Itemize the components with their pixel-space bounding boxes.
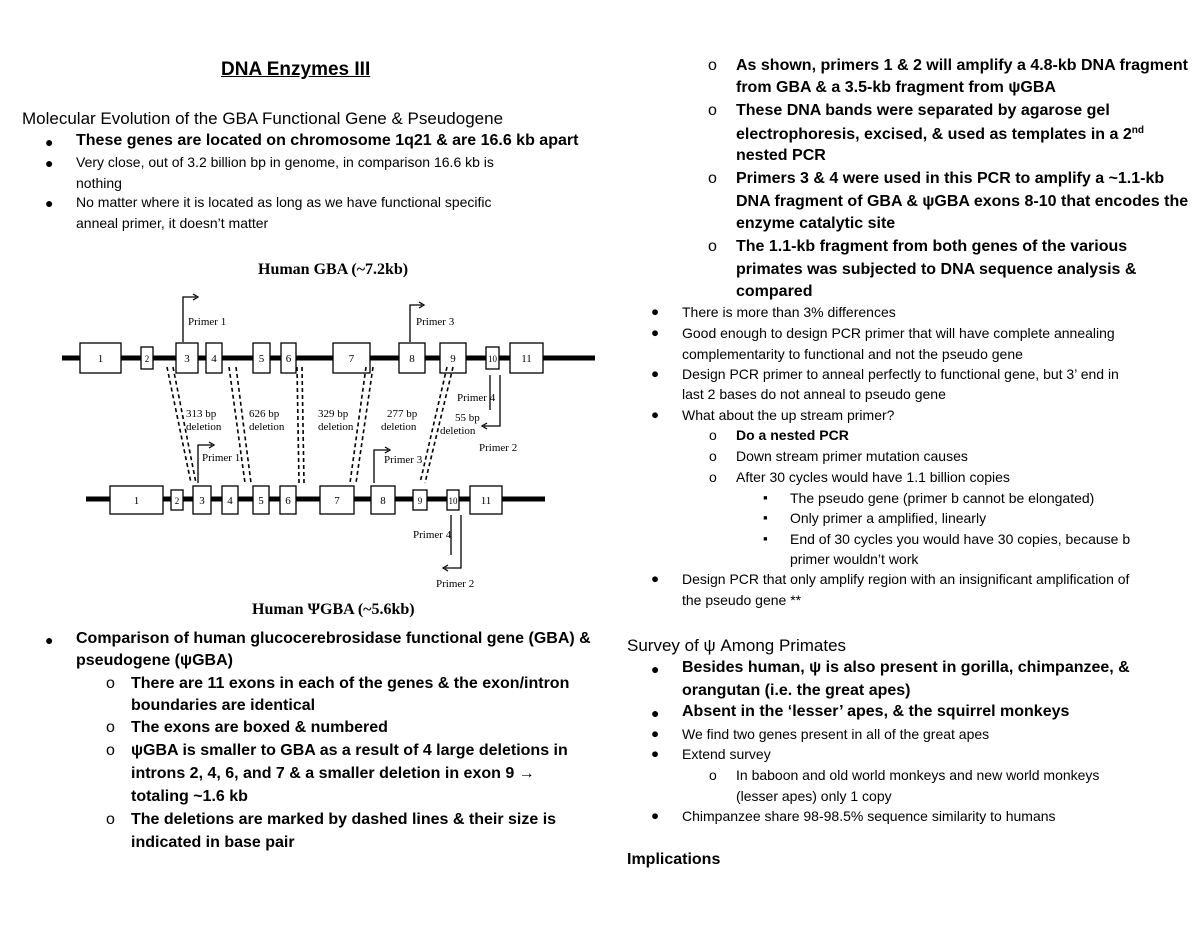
bullet-glyph: ● [651, 366, 660, 381]
list-item: DNA fragment of GBA & ψGBA exons 8-10 that encodes the [736, 193, 1189, 210]
deletion-size: 626 bp [249, 408, 280, 420]
exon-label: 6 [285, 495, 291, 507]
deletion-size: 277 bp [387, 408, 418, 420]
list-item: After 30 cycles would have 1.1 billion copies [736, 469, 1010, 485]
primer-3-label: Primer 3 [384, 454, 423, 466]
circle-glyph: o [709, 767, 717, 783]
square-glyph: ▪ [763, 510, 768, 525]
exon-label: 11 [521, 353, 532, 365]
list-item: pseudogene (ψGBA) [76, 652, 233, 669]
bullet-glyph: ● [651, 304, 660, 319]
list-item: Absent in the ‘lesser’ apes, & the squirrel monkeys [682, 703, 1070, 720]
list-item: nothing [76, 175, 122, 191]
bullet-glyph: ● [651, 808, 660, 823]
survey-heading: Survey of ψ Among Primates [627, 636, 847, 655]
exon-label: 4 [227, 495, 233, 507]
deletion-size: 313 bp [186, 408, 217, 420]
exon-label: 7 [334, 495, 340, 507]
circle-glyph: o [709, 427, 717, 443]
bullet-glyph: ● [651, 407, 660, 422]
circle-glyph: o [106, 675, 115, 692]
list-item: Comparison of human glucocerebrosidase functional gene (GBA) & [76, 630, 591, 647]
list-item: No matter where it is located as long as we have functional specific [76, 194, 492, 210]
deletion-size: 329 bp [318, 408, 349, 420]
square-glyph: ▪ [763, 490, 768, 505]
exon-label: 4 [211, 353, 217, 365]
list-item: electrophoresis, excised, & used as templates in a 2nd [736, 125, 1144, 143]
list-item: compared [736, 283, 813, 300]
list-item: orangutan (i.e. the great apes) [682, 682, 911, 699]
deletion-label: deletion [186, 421, 222, 433]
list-item: introns 2, 4, 6, and 7 & a smaller deletion in exon 9 → [131, 765, 535, 782]
list-item: the pseudo gene ** [682, 592, 802, 608]
exon-label: 2 [144, 354, 150, 364]
list-item: There are 11 exons in each of the genes & the exon/intron [131, 675, 570, 692]
bullet-glyph: ● [651, 571, 660, 586]
list-item: Do a nested PCR [736, 427, 849, 443]
deletion-label: deletion [249, 421, 285, 433]
list-item: Chimpanzee share 98-98.5% sequence similarity to humans [682, 808, 1056, 824]
exon-label: 11 [480, 495, 492, 507]
exon-label: 8 [380, 495, 386, 507]
list-item: What about the up stream primer? [682, 407, 895, 423]
bullet-glyph: ● [651, 726, 660, 741]
bullet-glyph: ● [45, 134, 54, 150]
primer-1-label: Primer 1 [202, 452, 241, 464]
section-heading: Molecular Evolution of the GBA Functional Gene & Pseudogene [22, 109, 504, 128]
bullet-glyph: ● [651, 746, 660, 761]
list-item: Primers 3 & 4 were used in this PCR to amplify a ~1.1-kb [736, 170, 1165, 187]
primer-3-label: Primer 3 [416, 316, 455, 328]
exon-label: 6 [285, 353, 292, 365]
deletion-size: 55 bp [455, 412, 480, 424]
circle-glyph: o [709, 469, 717, 485]
exon-label: 9 [417, 496, 423, 506]
list-item: As shown, primers 1 & 2 will amplify a 4.8-kb DNA fragment [736, 57, 1188, 74]
list-item: Down stream primer mutation causes [736, 448, 968, 464]
exon-label: 3 [199, 495, 205, 507]
list-item: The exons are boxed & numbered [131, 719, 388, 736]
list-item: anneal primer, it doesn’t matter [76, 215, 269, 231]
bullet-glyph: ● [651, 325, 660, 340]
square-glyph: ▪ [763, 531, 768, 546]
deletion-label: deletion [318, 421, 354, 433]
list-item: Good enough to design PCR primer that will have complete annealing [682, 325, 1115, 341]
exon-label: 9 [450, 353, 456, 365]
list-item: nested PCR [736, 147, 826, 164]
exon-label: 10 [448, 496, 458, 506]
exon-label: 8 [409, 353, 415, 365]
list-item: last 2 bases do not anneal to pseudo gene [682, 386, 946, 402]
implications-heading: Implications [627, 851, 721, 868]
gba-gene-diagram [0, 250, 610, 620]
bullet-glyph: ● [45, 195, 54, 211]
list-item: from GBA & a 3.5-kb fragment from ψGBA [736, 79, 1056, 96]
list-item: totaling ~1.6 kb [131, 788, 248, 805]
list-item: Very close, out of 3.2 billion bp in genome, in comparison 16.6 kb is [76, 154, 494, 170]
list-item: Design PCR primer to anneal perfectly to functional gene, but 3’ end in [682, 366, 1119, 382]
superscript: nd [1131, 125, 1144, 136]
primer-2-label: Primer 2 [479, 442, 518, 454]
circle-glyph: o [106, 742, 115, 759]
list-item: Besides human, ψ is also present in gorilla, chimpanzee, & [682, 659, 1130, 676]
primer-4-label: Primer 4 [457, 392, 496, 404]
deletion-label: deletion [381, 421, 417, 433]
list-item: In baboon and old world monkeys and new world monkeys [736, 767, 1100, 783]
page-title: DNA Enzymes III [221, 59, 371, 80]
primer-4-label: Primer 4 [413, 529, 452, 541]
list-item: These genes are located on chromosome 1q21 & are 16.6 kb apart [76, 132, 579, 149]
circle-glyph: o [708, 102, 717, 119]
list-item: Only primer a amplified, linearly [790, 510, 987, 526]
bullet-glyph: ● [651, 705, 660, 721]
primer-1-label: Primer 1 [188, 316, 227, 328]
circle-glyph: o [106, 811, 115, 828]
exon-label: 1 [97, 353, 104, 365]
list-item: primates was subjected to DNA sequence analysis & [736, 261, 1137, 278]
bullet-glyph: ● [651, 661, 660, 677]
circle-glyph: o [708, 57, 717, 74]
exon-label: 5 [258, 495, 264, 507]
list-item: There is more than 3% differences [682, 304, 896, 320]
figure-top-title: Human GBA (~7.2kb) [258, 261, 409, 278]
primer-2-label: Primer 2 [436, 578, 475, 590]
circle-glyph: o [106, 719, 115, 736]
list-item: The 1.1-kb fragment from both genes of the various [736, 238, 1128, 255]
list-item: The pseudo gene (primer b cannot be elongated) [790, 490, 1095, 506]
circle-glyph: o [709, 448, 717, 464]
list-item: indicated in base pair [131, 834, 295, 851]
exon-label: 3 [184, 353, 190, 365]
list-item: enzyme catalytic site [736, 215, 896, 232]
exon-label: 7 [348, 353, 355, 365]
bullet-glyph: ● [45, 155, 54, 171]
list-item: ψGBA is smaller to GBA as a result of 4 large deletions in [131, 742, 568, 759]
exon-label: 2 [174, 496, 180, 506]
list-item: These DNA bands were separated by agarose gel [736, 102, 1110, 119]
exon-label: 10 [488, 354, 497, 364]
exon-label: 5 [258, 353, 265, 365]
circle-glyph: o [708, 170, 717, 187]
exon-label: 1 [133, 495, 140, 507]
deletion-label: deletion [440, 425, 476, 437]
list-item: Extend survey [682, 746, 771, 762]
list-item: complementarity to functional and not the pseudo gene [682, 346, 1023, 362]
list-item: boundaries are identical [131, 697, 316, 714]
list-item: Design PCR that only amplify region with an insignificant amplification of [682, 571, 1130, 587]
list-item: We find two genes present in all of the great apes [682, 726, 990, 742]
figure-bottom-title: Human ΨGBA (~5.6kb) [252, 601, 415, 618]
list-item: (lesser apes) only 1 copy [736, 788, 892, 804]
bullet-glyph: ● [45, 632, 54, 648]
list-item: primer wouldn’t work [790, 551, 919, 567]
list-item: End of 30 cycles you would have 30 copies, because b [790, 531, 1131, 547]
circle-glyph: o [708, 238, 717, 255]
list-item: The deletions are marked by dashed lines & their size is [131, 811, 557, 828]
